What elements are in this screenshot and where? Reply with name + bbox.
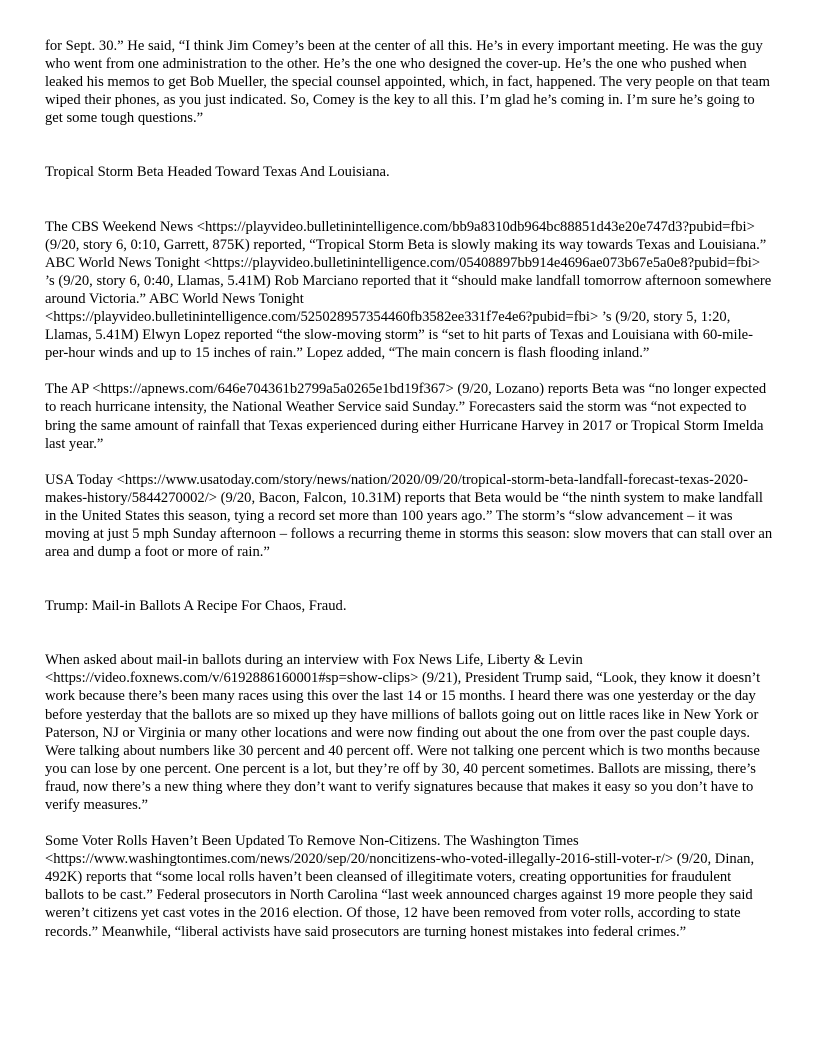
section-gap (45, 182, 773, 218)
paragraph-gap (45, 453, 773, 471)
section-gap (45, 561, 773, 597)
headline-tropical-storm-beta: Tropical Storm Beta Headed Toward Texas And Louisiana. (45, 164, 390, 181)
paragraph-ap-storm: The AP <https://apnews.com/646e704361b2799a5a0265e1bd19f367> (9/20, Lozano) reports Beta was “no longer expected to reach hurricane intensity, the National Weather Service said Sunday.” Forecasters said the storm was “not expected to bring the same amount of rainfall that Texas experienced during either Hurricane Harvey in 2017 or Tropical Storm Imelda last year.” (45, 381, 767, 452)
paragraph-gap (45, 362, 773, 380)
section-gap (45, 127, 773, 163)
paragraph-gap (45, 814, 773, 832)
paragraph-comey-quote: for Sept. 30.” He said, “I think Jim Comey’s been at the center of all this. He’s in every important meeting. He was the guy who went from one administration to the other. He’s the one who designed the cover-up. He’s the one who pushed when leaked his memos to get Bob Mueller, the special counsel appointed, which, in fact, happened. The very people on that team wiped their phones, as you just indicated. So, Comey is the key to all this. I’m glad he’s coming in. I’m sure he’s going to get some tough questions.” (45, 38, 770, 127)
headline-mail-in-ballots: Trump: Mail-in Ballots A Recipe For Chaos, Fraud. (45, 598, 347, 615)
document-page (45, 37, 773, 941)
section-gap (45, 615, 773, 651)
paragraph-usa-today-storm: USA Today <https://www.usatoday.com/story/news/nation/2020/09/20/tropical-storm-beta-landfall-forecast-texas-2020-makes-history/5844270002/> (9/20, Bacon, Falcon, 10.31M) reports that Beta would be “the ninth system to make landfall in the United States this season, tying a record set more than 100 years ago.” The storm’s “slow advancement – it was moving at just 5 mph Sunday afternoon – follows a recurring theme in storms this season: slow movers that can stall over an area and dump a foot or more of rain.” (45, 471, 773, 561)
paragraph-voter-rolls: Some Voter Rolls Haven’t Been Updated To Remove Non-Citizens. The Washington Times <https://www.washingtontimes.com/news/2020/sep/20/noncitizens-who-voted-illegally-2016-still-voter-r/> (9/20, Dinan, 492K) reports that “some local rolls haven’t been cleansed of illegitimate voters, creating opportunities for fraudulent ballots to be cast.” Federal prosecutors in North Carolina “last week announced charges against 19 more people they said weren’t citizens yet cast votes in the 2016 election. Of those, 12 have been removed from voter rolls, according to state records.” Meanwhile, “liberal activists have said prosecutors are turning honest mistakes into federal crimes.” (45, 833, 755, 940)
paragraph-cbs-abc-storm: The CBS Weekend News <https://playvideo.bulletinintelligence.com/bb9a8310db964bc88851d43e20e747d3?pubid=fbi> (9/20, story 6, 0:10, Garrett, 875K) reported, “Tropical Storm Beta is slowly making its way towards Texas and Louisiana.” ABC World News Tonight <https://playvideo.bulletinintelligence.com/05408897bb914e4696ae073b67e5a0e8?pubid=fbi> ’s (9/20, story 6, 0:40, Llamas, 5.41M) Rob Marciano reported that it “should make landfall tomorrow afternoon somewhere around Victoria.” ABC World News Tonight <https://playvideo.bulletinintelligence.com/525028957354460fb3582ee331f7e4e6?pubid=fbi> ’s (9/20, story 5, 1:20, Llamas, 5.41M) Elwyn Lopez reported “the slow-moving storm” is “set to hit parts of Texas and Louisiana with 60-mile-per-hour winds and up to 15 inches of rain.” Lopez added, “The main concern is flash flooding inland.” (45, 218, 772, 362)
paragraph-trump-interview: When asked about mail-in ballots during an interview with Fox News Life, Liberty & Levin <https://video.foxnews.com/v/6192886160001#sp=show-clips> (9/21), President Trump said, “Look, they know it doesn’t work because there’s been many races using this over the last 14 or 15 months. I heard there was one yesterday or the day before yesterday that the ballots are so mixed up they have millions of ballots going out on little races like in New York or Paterson, NJ or Virginia or many other locations and were now finding out about the one from over the past couple days. Were talking about numbers like 30 percent and 40 percent off. Were not talking one percent which is two months because you can lose by one percent. One percent is a lot, but they’re off by 30, 40 percent sometimes. Ballots are missing, there’s fraud, now there’s a new thing where they don’t want to verify signatures because that makes it easy so you don’t have to verify measures.” (45, 652, 761, 813)
